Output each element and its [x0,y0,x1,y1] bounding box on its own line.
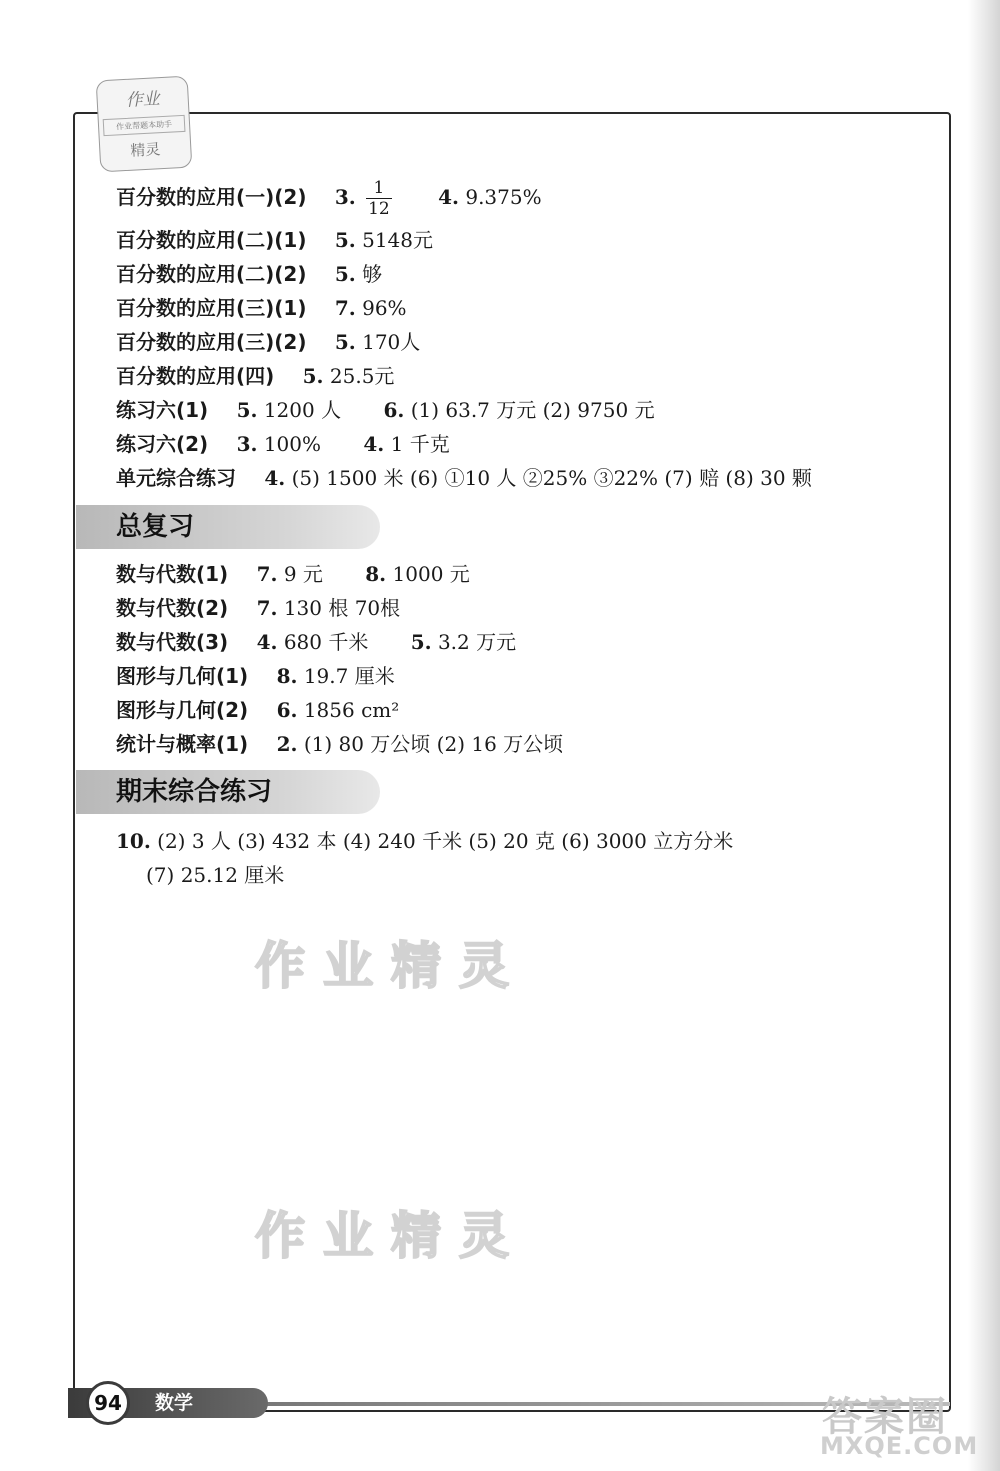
answer-row [116,663,395,689]
answer-text: 5148元 [362,228,433,252]
answer-text: 够 [362,262,383,286]
subject-label: 数学 [155,1392,194,1414]
question-number: 5. [334,262,356,286]
logo-text-bottom: 精灵 [129,140,161,160]
question-number: 3. [236,432,258,456]
answer-row [116,629,516,655]
question-number: 5. [334,330,356,354]
answer-text: 170人 [362,330,421,354]
lesson-title: 百分数的应用(二)(1) [116,228,307,252]
answer-text: (5) 1500 米 (6) ①10 人 ②25% ③22% (7) 赔 (8) 30 颗 [291,466,812,490]
answer-row [116,178,542,219]
lesson-title: 百分数的应用(二)(2) [116,262,307,286]
answer-row [116,397,655,423]
lesson-title: 练习六(2) [116,432,209,456]
question-number: 7. [256,562,278,586]
answer-text: 130 根 70根 [283,596,401,620]
answer-row [116,363,394,389]
lesson-title: 练习六(1) [116,398,209,422]
answer-text: 19.7 厘米 [303,664,395,688]
section-heading: 总复习 [76,505,380,549]
answer-row [116,431,450,457]
section-heading: 期末综合练习 [76,770,380,814]
question-number: 4. [264,466,286,490]
answer-row [116,329,420,355]
fraction-denominator: 12 [368,199,390,219]
logo-text-middle: 作业帮题本助手 [103,115,186,136]
lesson-title: 百分数的应用(四) [116,364,275,388]
answer-text: (1) 80 万公顷 (2) 16 万公顷 [303,732,564,756]
logo-text-top: 作业 [125,89,161,111]
page-number: 94 [86,1381,130,1425]
lesson-title: 图形与几何(2) [116,698,249,722]
answer-text: 9 元 [283,562,323,586]
question-number: 8. [365,562,387,586]
question-number: 4. [438,185,459,209]
lesson-title: 单元综合练习 [116,466,236,490]
watermark-text: 作业精灵 [255,937,527,995]
question-number: 5. [334,228,356,252]
answer-text: (1) 63.7 万元 (2) 9750 元 [410,398,655,422]
answer-text: (2) 3 人 (3) 432 本 (4) 240 千米 (5) 20 克 (6) 3000 立方分米 [157,829,734,853]
answer-row [116,697,399,723]
question-number: 8. [276,664,298,688]
answer-row [146,862,284,888]
answer-row [116,465,812,491]
question-number: 4. [256,630,278,654]
question-number: 6. [383,398,405,422]
lesson-title: 数与代数(1) [116,562,229,586]
answer-row [116,261,382,287]
question-number: 10. [116,829,151,853]
question-number: 6. [276,698,298,722]
lesson-title: 百分数的应用(三)(1) [116,296,307,320]
answer-row [116,227,433,253]
answer-text: 1000 元 [392,562,470,586]
answer-text: 1200 人 [263,398,342,422]
watermark-text: 作业精灵 [255,1207,527,1265]
answer-text: 100% [263,432,321,456]
answer-text: 680 千米 [283,630,369,654]
lesson-title: 统计与概率(1) [116,732,249,756]
answer-text: 9.375% [465,185,542,209]
answer-text: 1 千克 [390,432,450,456]
answer-row [116,561,470,587]
answer-text: 96% [362,296,407,320]
answer-text: 25.5元 [329,364,395,388]
answer-text: 3.2 万元 [437,630,517,654]
question-number: 5. [410,630,432,654]
answer-text: (7) 25.12 厘米 [146,863,285,887]
question-number: 2. [276,732,298,756]
lesson-title: 数与代数(2) [116,596,229,620]
page-binding-shadow [968,0,1000,1471]
answer-row [116,731,563,757]
lesson-title: 数与代数(3) [116,630,229,654]
question-number: 7. [256,596,278,620]
question-number: 3. [334,185,356,209]
question-number: 5. [236,398,258,422]
lesson-title: 图形与几何(1) [116,664,249,688]
fraction-numerator: 1 [366,178,392,199]
lesson-title: 百分数的应用(三)(2) [116,330,307,354]
answer-row [116,828,733,854]
question-number: 7. [334,296,356,320]
answer-row [116,595,400,621]
site-url: MXQE.COM [820,1432,979,1460]
question-number: 5. [302,364,324,388]
brand-logo [96,76,193,173]
fraction-answer [366,178,392,219]
answer-text: 1856 cm² [303,698,400,722]
answer-row [116,295,407,321]
lesson-title: 百分数的应用(一)(2) [116,185,307,209]
site-watermark: 答案圈 [822,1394,948,1440]
question-number: 4. [363,432,385,456]
